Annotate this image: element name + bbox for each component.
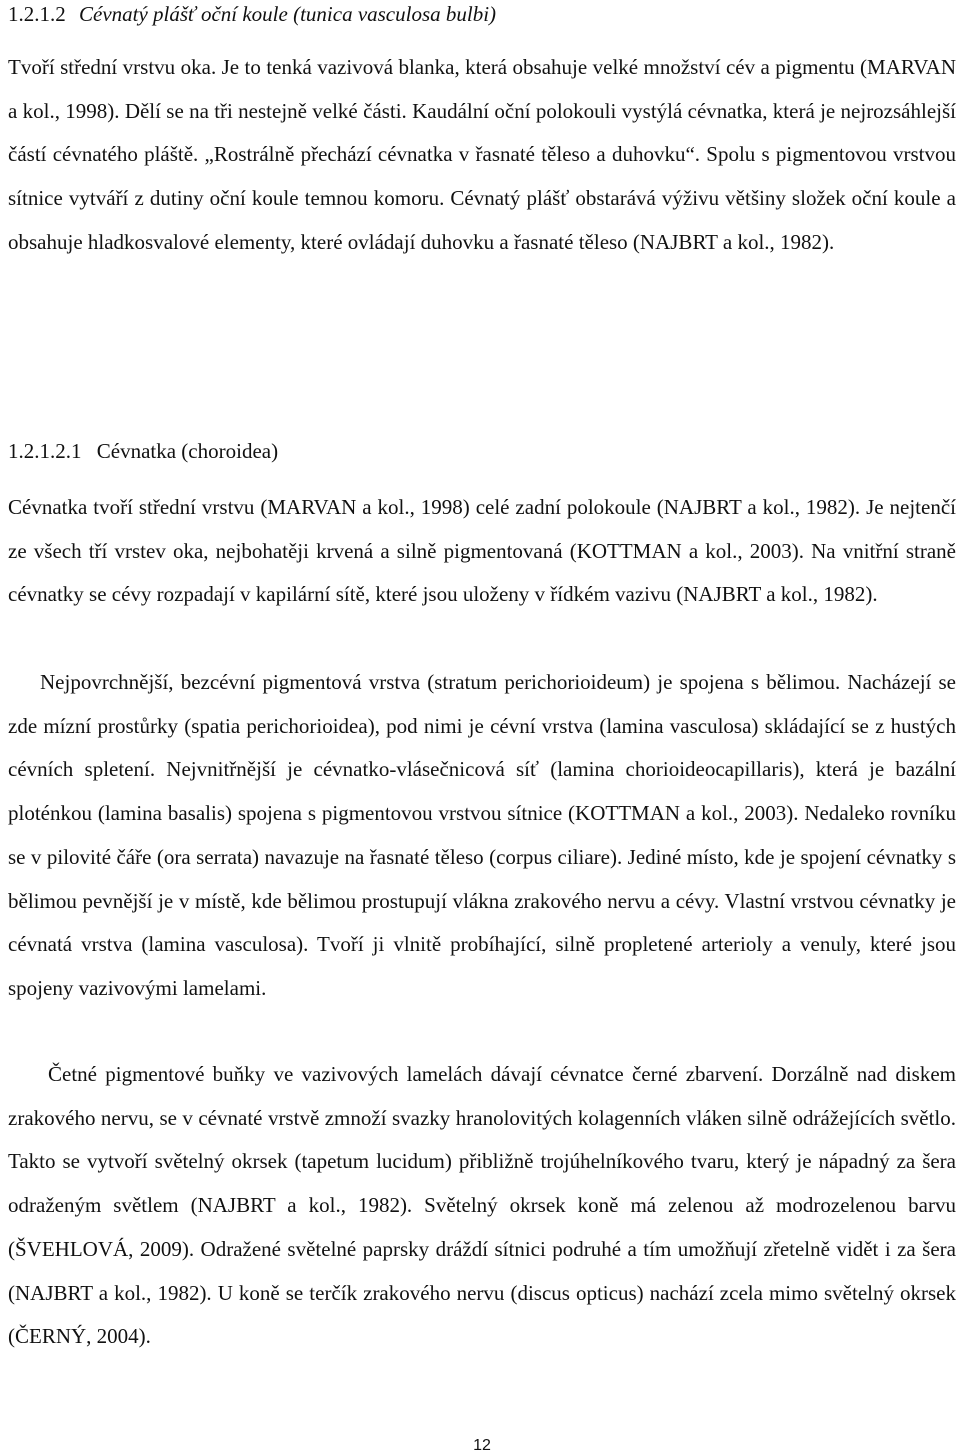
document-page <box>8 0 956 1456</box>
subsection-title: Cévnatka (choroidea) <box>96 439 279 463</box>
paragraph-intro: Tvoří střední vrstvu oka. Je to tenká vazivová blanka, která obsahuje velké množství cév a pigmentu (MARVAN a kol., 1998). Dělí se na tři nestejně velké části. Kaudální oční polokouli vystýlá cévnatka, která je nejrozsáhlejší částí cévnatého pláště. „Rostrálně přechází cévnatka v řasnaté těleso a duhovku“. Spolu s pigmentovou vrstvou sítnice vytváří z dutiny oční koule temnou komoru. Cévnatý plášť obstarává výživu většiny složek oční koule a obsahuje hladkosvalové elementy, které ovládají duhovku a řasnaté těleso (NAJBRT a kol., 1982). <box>8 55 956 254</box>
paragraph-choroidea: Cévnatka tvoří střední vrstvu (MARVAN a kol., 1998) celé zadní polokoule (NAJBRT a kol., 1982). Je nejtenčí ze všech tří vrstev oka, nejbohatěji krvená a silně pigmentovaná (KOTTMAN a kol., 2003). Na vnitřní straně cévnatky se cévy rozpadají v kapilární sítě, které jsou uloženy v řídkém vazivu (NAJBRT a kol., 1982). <box>8 495 956 607</box>
subsection-heading <box>8 438 278 464</box>
section-title: Cévnatý plášť oční koule (tunica vasculosa bulbi) <box>79 2 497 26</box>
section-heading <box>8 1 496 27</box>
page-number: 12 <box>473 1437 491 1454</box>
subsection-number: 1.2.1.2.1 <box>8 439 82 463</box>
paragraph-layers: Nejpovrchnější, bezcévní pigmentová vrstva (stratum perichorioideum) je spojena s bělimou. Nacházejí se zde mízní prostůrky (spatia perichorioidea), pod nimi je cévní vrstva (lamina vasculosa) skládající se z hustých cévních spletení. Nejvnitřnější je cévnatko-vlásečnicová síť (lamina chorioideocapillaris), která je bazální ploténkou (lamina basalis) spojena s pigmentovou vrstvou sítnice (KOTTMAN a kol., 2003). Nedaleko rovníku se v pilovité čáře (ora serrata) navazuje na řasnaté těleso (corpus ciliare). Jediné místo, kde je spojení cévnatky s bělimou pevnější je v místě, kde bělimou prostupují vlákna zrakového nervu a cévy. Vlastní vrstvou cévnatky je cévnatá vrstva (lamina vasculosa). Tvoří ji vlnitě probíhající, silně propletené arterioly a venuly, které jsou spojeny vazivovými lamelami. <box>8 670 956 1000</box>
section-number: 1.2.1.2 <box>8 2 66 26</box>
paragraph-tapetum: Četné pigmentové buňky ve vazivových lamelách dávají cévnatce černé zbarvení. Dorzálně nad diskem zrakového nervu, se v cévnaté vrstvě zmnoží svazky hranolovitých kolagenních vláken silně odrážejících světlo. Takto se vytvoří světelný okrsek (tapetum lucidum) přibližně trojúhelníkového tvaru, který je nápadný za šera odraženým světlem (NAJBRT a kol., 1982). Světelný okrsek koně má zelenou až modrozelenou barvu (ŠVEHLOVÁ, 2009). Odražené světelné paprsky dráždí sítnici podruhé a tím umožňují zřetelně vidět i za šera (NAJBRT a kol., 1982). U koně se terčík zrakového nervu (discus opticus) nachází zcela mimo světelný okrsek (ČERNÝ, 2004). <box>8 1062 956 1349</box>
